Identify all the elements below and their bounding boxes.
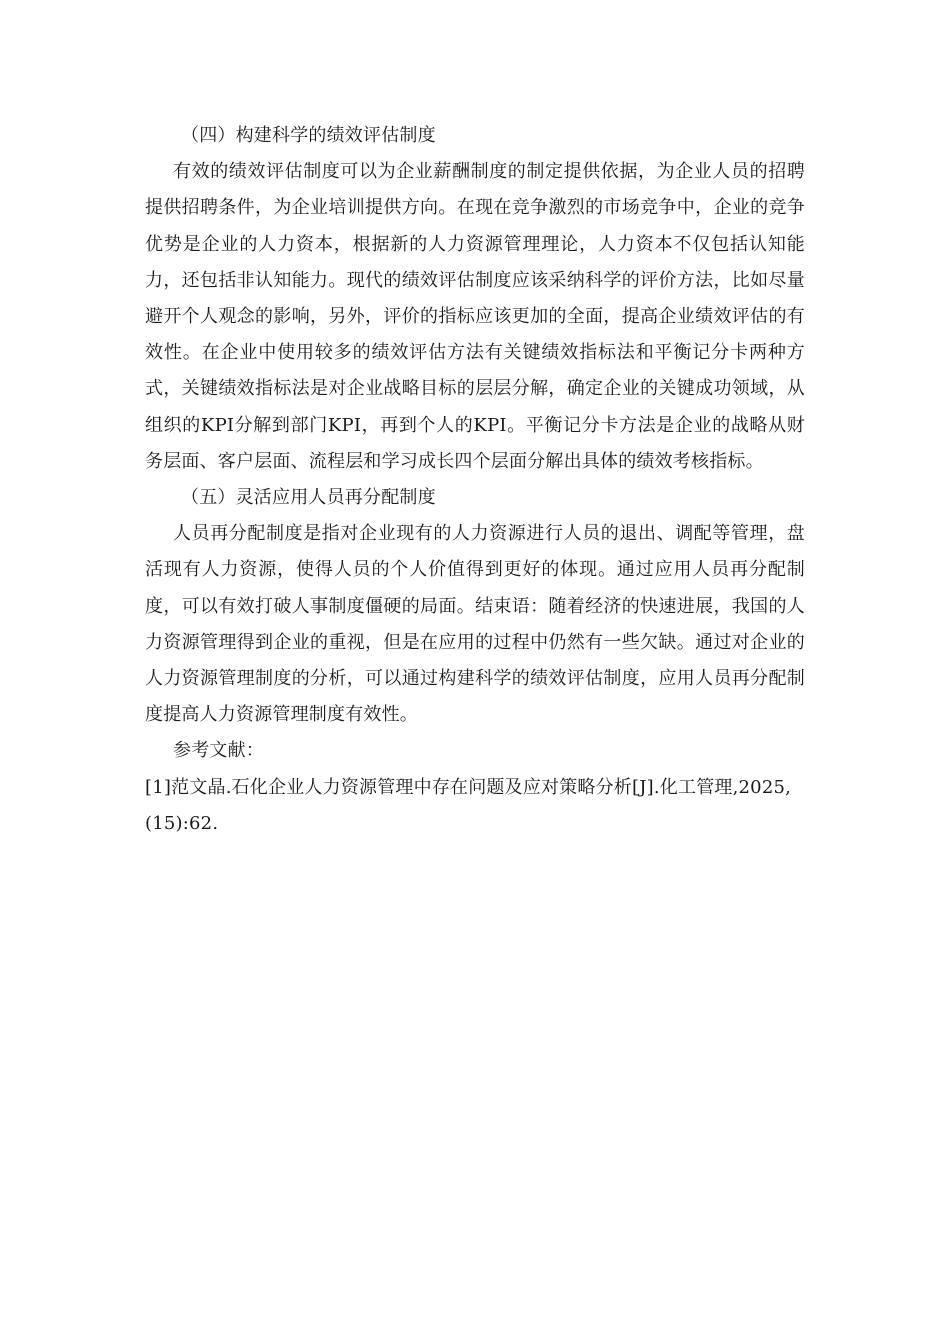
- section-5-paragraph: 人员再分配制度是指对企业现有的人力资源进行人员的退出、调配等管理，盘活现有人力资源，使得人员的个人价值得到更好的体现。通过应用人员再分配制度，可以有效打破人事制度僵硬的局面。结束语：随着经济的快速进展，我国的人力资源管理得到企业的重视，但是在应用的过程中仍然有一些欠缺。通过对企业的人力资源管理制度的分析，可以通过构建科学的绩效评估制度，应用人员再分配制度提高人力资源管理制度有效性。: [145, 523, 805, 726]
- section-5-heading: （五）灵活应用人员再分配制度: [181, 487, 436, 509]
- document-page: [145, 118, 805, 842]
- references-title: 参考文献：: [173, 740, 264, 762]
- section-4-heading: （四）构建科学的绩效评估制度: [181, 125, 436, 146]
- section-4-paragraph: 有效的绩效评估制度可以为企业薪酬制度的制定提供依据，为企业人员的招聘提供招聘条件，为企业培训提供方向。在现在竞争激烈的市场竞争中，企业的竞争优势是企业的人力资本，根据新的人力资源管理理论，人力资本不仅包括认知能力，还包括非认知能力。现代的绩效评估制度应该采纳科学的评价方法，比如尽量避开个人观念的影响，另外，评价的指标应该更加的全面，提高企业绩效评估的有效性。在企业中使用较多的绩效评估方法有关键绩效指标法和平衡记分卡两种方式，关键绩效指标法是对企业战略目标的层层分解，确定企业的关键成功领域，从组织的KPI分解到部门KPI，再到个人的KPI。平衡记分卡方法是企业的战略从财务层面、客户层面、流程层和学习成长四个层面分解出具体的绩效考核指标。: [145, 161, 805, 472]
- reference-item: [1]范文晶.石化企业人力资源管理中存在问题及应对策略分析[J].化工管理,2025,(15):62.: [145, 776, 792, 834]
